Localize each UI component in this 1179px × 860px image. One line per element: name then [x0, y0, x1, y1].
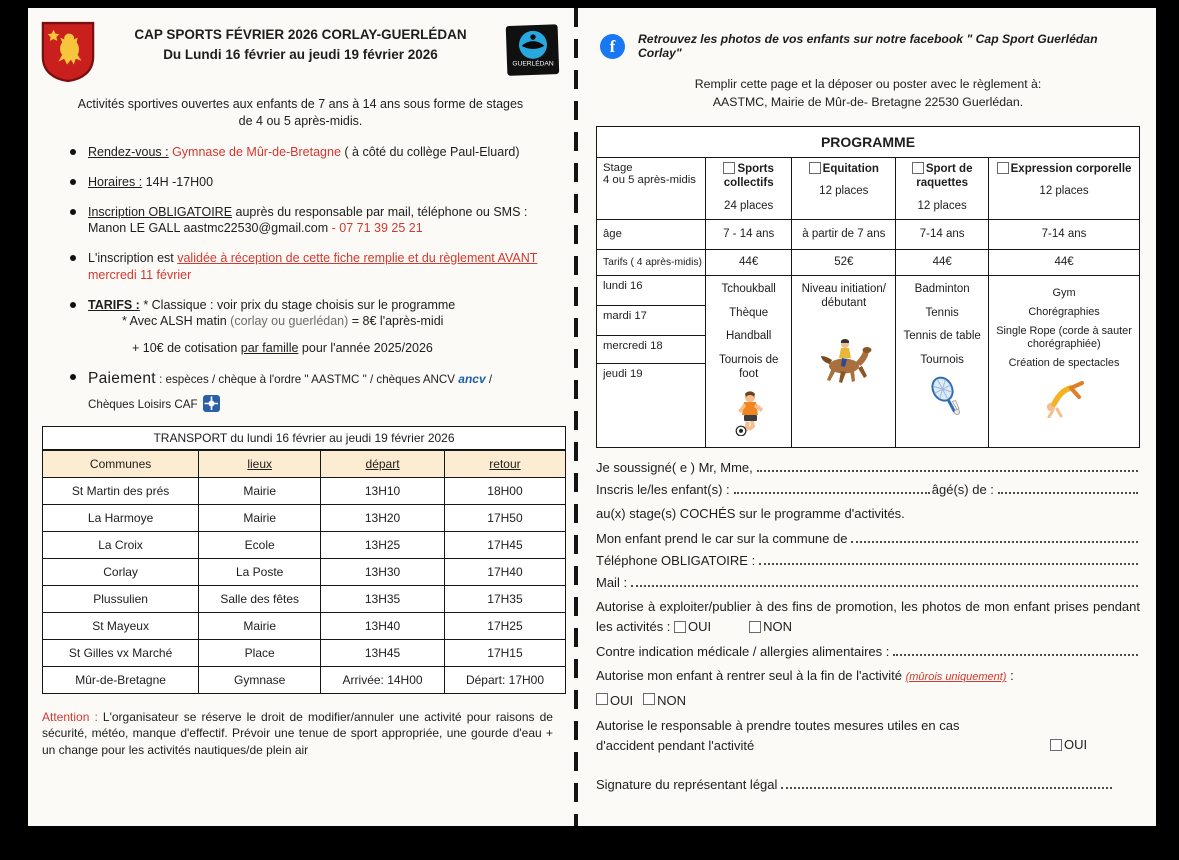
rendezvous-label: Rendez-vous :	[88, 145, 169, 159]
cotisation-line: + 10€ de cotisation par famille pour l'année 2025/2026	[132, 341, 433, 355]
checkbox-sport-raquettes[interactable]	[912, 162, 924, 174]
left-page	[28, 8, 569, 826]
checkbox-rentrer-non[interactable]	[643, 693, 655, 705]
tarifs-alsh: * Avec ALSH matin	[122, 314, 231, 329]
contre-indication-line: Contre indication médicale / allergies alimentaires :	[596, 644, 1140, 659]
tarifs-classique: * Classique : voir prix du stage choisis sur le programme	[139, 297, 456, 312]
programme-title: PROGRAMME	[597, 126, 1140, 157]
col-lieux: lieux	[199, 450, 321, 477]
tarifs-alsh-prix: = 8€ l'après-midi	[348, 314, 444, 329]
bullet-icon	[70, 179, 76, 185]
tarif-label: Tarifs ( 4 après-midis)	[597, 249, 706, 275]
document-title: CAP SPORTS FÉVRIER 2026 CORLAY-GUERLÉDAN	[134, 27, 467, 42]
bullet-icon	[70, 302, 76, 308]
programme-header-row	[597, 157, 1140, 219]
bullet-paiement: Paiement : espèces / chèque à l'ordre " AASTMC " / chèques ANCV ancv / Chèques Loisirs CAF	[70, 369, 557, 413]
activities-sport-raquettes: Badminton Tennis Tennis de table Tournois	[896, 275, 989, 447]
checkbox-rentrer-oui[interactable]	[596, 693, 608, 705]
bullet-rendezvous	[70, 144, 557, 161]
horaires-label: Horaires :	[88, 174, 143, 189]
document-dates: Du Lundi 16 février au jeudi 19 février 2026	[163, 47, 438, 62]
submission-line2: AASTMC, Mairie de Mûr-de- Bretagne 22530 Guerlédan.	[712, 95, 1024, 110]
rentrer-seul-line: Autorise mon enfant à rentrer seul à la fin de l'activité (mûrois uniquement) :	[596, 668, 1014, 684]
col-communes: Communes	[43, 450, 199, 477]
transport-table	[42, 426, 566, 694]
responsable-authorization-line: Autorise le responsable à prendre toutes mesures utiles en cas d'accident pendant l'activité OUI	[596, 718, 1088, 753]
rentrer-seul-checkboxes: OUI NON	[596, 693, 1140, 708]
football-player-icon	[729, 390, 769, 436]
murois-uniquement-note: (mûrois uniquement)	[905, 671, 1007, 684]
fill-line	[998, 492, 1138, 494]
day-mardi: mardi 17	[597, 305, 706, 335]
option-equitation: Equitation 12 places	[792, 157, 896, 219]
fill-line	[734, 492, 930, 494]
fill-line	[781, 787, 1112, 789]
bullet-icon	[70, 149, 76, 155]
horse-riding-icon	[814, 338, 874, 384]
checkbox-equitation[interactable]	[809, 162, 821, 174]
fill-line	[631, 585, 1138, 587]
stages-coches-line: au(x) stage(s) COCHÉS sur le programme d'activités.	[596, 505, 905, 521]
table-row: St Gilles vx Marché Place 13H45 17H15	[43, 639, 566, 666]
checkbox-photos-oui[interactable]	[674, 621, 686, 633]
caf-logo-icon	[203, 395, 220, 412]
attention-label: Attention :	[42, 709, 98, 724]
table-row: La Harmoye Mairie 13H20 17H50	[43, 504, 566, 531]
day-lundi: lundi 16	[597, 275, 706, 305]
transport-header-row	[43, 450, 566, 477]
car-commune-line: Mon enfant prend le car sur la commune de	[596, 531, 1140, 546]
fill-line	[893, 654, 1138, 656]
signature-line: Signature du représentant légal	[596, 777, 1114, 792]
paiement-label: Paiement	[88, 370, 156, 387]
table-row: St Martin des prés Mairie 13H10 18H00	[43, 477, 566, 504]
rendezvous-place: Gymnase de Mûr-de-Bretagne	[168, 145, 345, 159]
validation-condition: validée à réception de cette fiche remplie et du règlement AVANT	[177, 251, 538, 265]
transport-title-row	[43, 426, 566, 450]
table-row: Plussulien Salle des fêtes 13H35 17H35	[43, 585, 566, 612]
age-label: âge	[597, 219, 706, 249]
checkbox-photos-non[interactable]	[749, 621, 761, 633]
phone-number: - 07 71 39 25 21	[328, 221, 423, 236]
rendezvous-detail: ( à côté du collège Paul-Eluard)	[344, 145, 520, 159]
corlay-crest-icon	[40, 20, 96, 84]
fill-line	[759, 563, 1138, 565]
scanned-document	[28, 8, 1156, 826]
day-row-lundi	[597, 275, 1140, 305]
bullet-icon	[70, 374, 76, 380]
bullet-validation	[70, 250, 557, 284]
bullet-tarifs	[70, 297, 557, 331]
table-row: St Mayeux Mairie 13H40 17H25	[43, 612, 566, 639]
tarifs-alsh-communes: (corlay ou guerlédan)	[230, 314, 349, 329]
submission-instructions	[596, 75, 1140, 112]
inscription-label: Inscription OBLIGATOIRE	[88, 204, 233, 219]
ancv-logo-icon: ancv	[458, 372, 486, 386]
table-row: La Croix Ecole 13H25 17H45	[43, 531, 566, 558]
cotisation-par-famille: par famille	[240, 341, 299, 355]
table-row: Mûr-de-Bretagne Gymnase Arrivée: 14H00 Départ: 17H00	[43, 666, 566, 693]
col-retour: retour	[444, 450, 565, 477]
enfants-line: Inscris le/les enfant(s) : âgé(s) de :	[596, 482, 1140, 497]
photos-authorization-line: Autorise à exploiter/publier à des fins de promotion, les photos de mon enfant prises pendant les activités : OUI NON	[596, 599, 1140, 635]
tarif-row: Tarifs ( 4 après-midis) 44€ 52€ 44€ 44€	[597, 249, 1140, 275]
col-depart: départ	[321, 450, 445, 477]
inscription-text: auprès du responsable par mail, téléphone ou SMS : Manon LE GALL	[88, 204, 528, 236]
activities-sports-collectifs: Tchoukball Thèque Handball Tournois de foot	[705, 275, 791, 447]
right-page	[582, 8, 1156, 826]
cartwheel-icon	[1041, 378, 1087, 418]
option-sport-raquettes: Sport de raquettes 12 places	[896, 157, 989, 219]
fill-line	[851, 541, 1138, 543]
bullet-icon	[70, 209, 76, 215]
fill-line	[757, 470, 1138, 472]
table-row: Corlay La Poste 13H30 17H40	[43, 558, 566, 585]
email-text: aastmc22530@gmail.com	[183, 221, 329, 236]
left-page-header	[40, 20, 561, 84]
validation-deadline: mercredi 11 février	[88, 267, 192, 282]
mail-line: Mail :	[596, 575, 1140, 590]
checkbox-responsable-oui[interactable]	[1050, 739, 1062, 751]
stage-label-cell: Stage 4 ou 5 après-midis	[597, 157, 706, 219]
bullet-icon	[70, 255, 76, 261]
soussigne-line: Je soussigné( e ) Mr, Mme,	[596, 460, 1140, 475]
facebook-note: Retrouvez les photos de vos enfants sur notre facebook " Cap Sport Guerlédan Corlay"	[638, 32, 1098, 60]
checkbox-sports-collectifs[interactable]	[723, 162, 735, 174]
registration-form	[596, 460, 1140, 793]
transport-title: TRANSPORT du lundi 16 février au jeudi 19 février 2026	[43, 426, 566, 450]
guerledan-logo-icon	[505, 22, 561, 78]
facebook-icon: f	[600, 34, 625, 59]
day-jeudi: jeudi 19	[597, 363, 706, 447]
badminton-icon	[919, 376, 965, 418]
bullet-horaires	[70, 174, 557, 191]
tarifs-label: TARIFS :	[88, 297, 140, 312]
submission-line1: Remplir cette page et la déposer ou poster avec le règlement à:	[694, 77, 1042, 91]
activities-expression-corporelle: Gym Chorégraphies Single Rope (corde à sauter chorégraphiée) Création de spectacles	[989, 275, 1140, 447]
checkbox-expression-corporelle[interactable]	[997, 162, 1009, 174]
horaires-value: 14H -17H00	[142, 174, 214, 189]
bullet-inscription	[70, 204, 557, 238]
age-row: âge 7 - 14 ans à partir de 7 ans 7-14 ans 7-14 ans	[597, 219, 1140, 249]
paiement-modes: : espèces / chèque à l'ordre " AASTMC " / chèques ANCV	[155, 373, 459, 386]
day-mercredi: mercredi 18	[597, 335, 706, 363]
info-bullets	[70, 144, 557, 413]
cut-line-divider	[569, 8, 582, 826]
option-expression-corporelle: Expression corporelle 12 places	[989, 157, 1140, 219]
programme-table	[596, 126, 1140, 448]
title-block	[106, 20, 495, 62]
attention-note: Attention : L'organisateur se réserve le droit de modifier/annuler une activité pour raisons de sécurité, météo, manque d'effectif. Prévoir une tenue de sport appropriée, une gourde d'eau + un change pour les activités nautiques/de plein air	[42, 709, 553, 757]
guerledan-logo-text: GUERLÉDAN	[512, 60, 554, 68]
facebook-note-row	[600, 32, 1140, 60]
option-sports-collectifs: Sports collectifs 24 places	[705, 157, 791, 219]
age-de-label: âgé(s) de :	[931, 481, 994, 497]
activities-equitation: Niveau initiation/ débutant	[792, 275, 896, 447]
paiement-caf: Chèques Loisirs CAF	[88, 397, 198, 411]
telephone-line: Téléphone OBLIGATOIRE :	[596, 553, 1140, 568]
validation-start: L'inscription est	[88, 251, 178, 265]
intro-text: Activités sportives ouvertes aux enfants de 7 ans à 14 ans sous forme de stages de 4 ou 5 après-midis.	[77, 97, 524, 128]
